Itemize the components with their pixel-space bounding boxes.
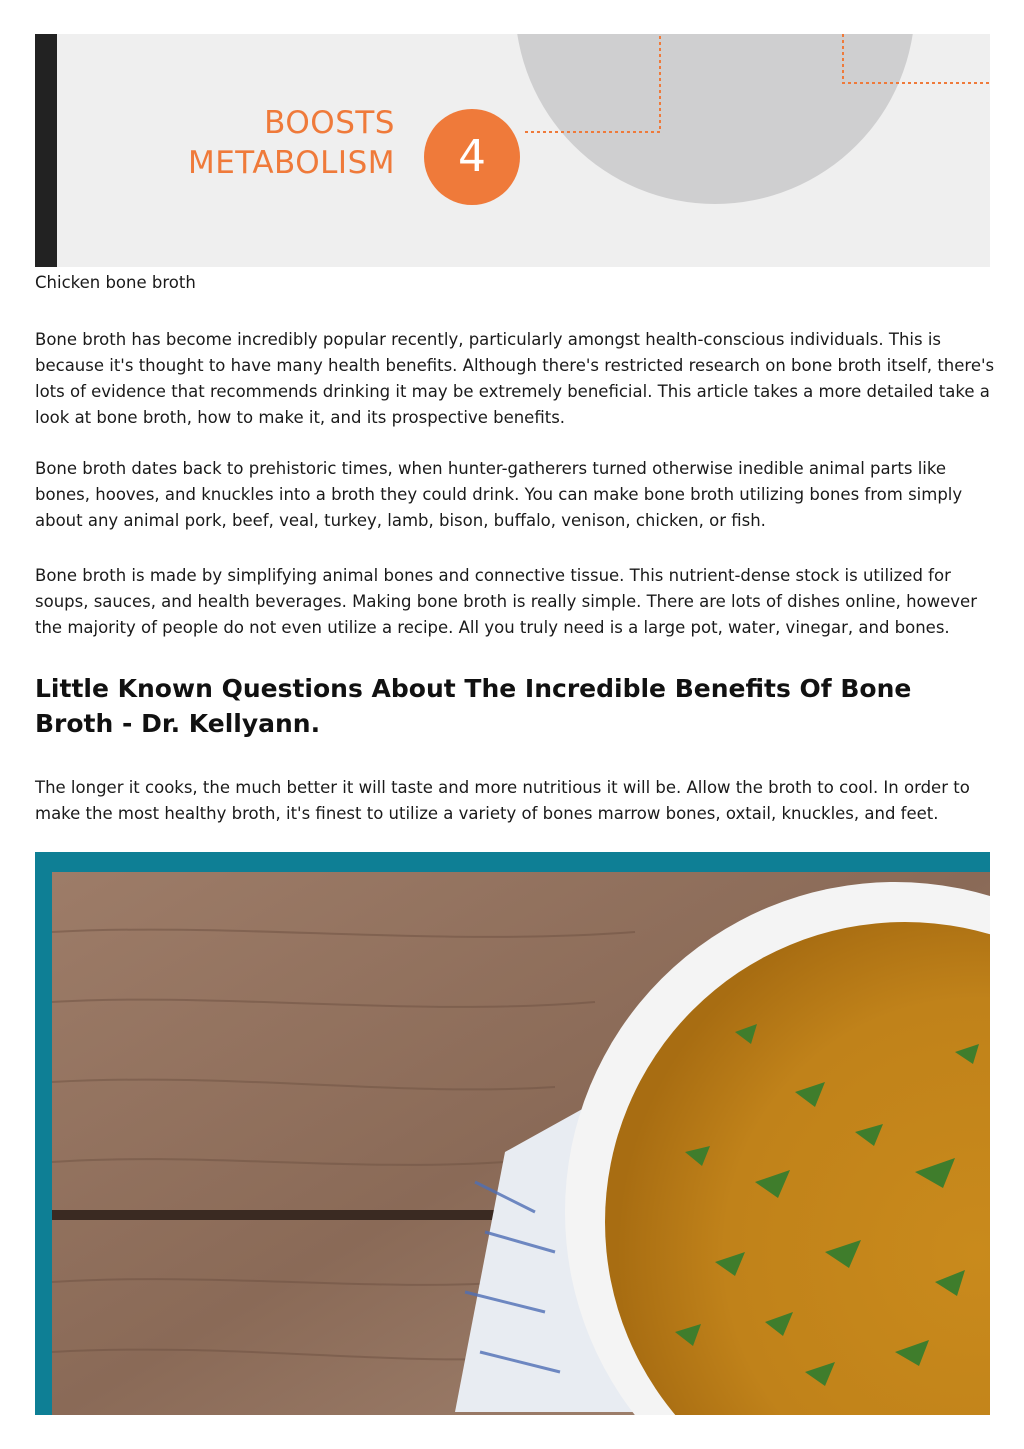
paragraph-1: Bone broth has become incredibly popular recently, particularly amongst health-conscious individuals. This is because it's thought to have many health benefits. Although there's restricted research on bone broth itself, there's lots of evidence that recommends drinking it may be extremely beneficial. This article takes a more detailed take a look at bone broth, how to make it, and its prospective benefits. <box>35 330 995 427</box>
section-heading: Little Known Questions About The Incredible Benefits Of Bone Broth - Dr. Kellyann. <box>35 674 912 738</box>
paragraph-3: Bone broth is made by simplifying animal bones and connective tissue. This nutrient-dense stock is utilized for soups, sauces, and health beverages. Making bone broth is really simple. There are lots of dishes online, however the majority of people do not even utilize a recipe. All you truly need is a large pot, water, vinegar, and bones. <box>35 566 977 637</box>
image-caption: Chicken bone broth <box>35 273 196 292</box>
infographic-label-line2: METABOLISM <box>187 145 395 181</box>
infographic-label-line1: BOOSTS <box>264 105 395 141</box>
infographic-dark-bar <box>35 34 57 267</box>
metabolism-infographic-image <box>35 34 990 267</box>
bone-broth-bowl-photo <box>35 852 990 1415</box>
infographic-label <box>157 103 395 183</box>
paragraph-2: Bone broth dates back to prehistoric times, when hunter-gatherers turned otherwise inedible animal parts like bones, hooves, and knuckles into a broth they could drink. You can make bone broth utilizing bones from simply about any animal pork, beef, veal, turkey, lamb, bison, buffalo, venison, chicken, or fish. <box>35 459 963 530</box>
paragraph-4: The longer it cooks, the much better it will taste and more nutritious it will be. Allow the broth to cool. In order to make the most healthy broth, it's finest to utilize a variety of bones marrow bones, oxtail, knuckles, and feet. <box>35 778 970 823</box>
infographic-number-badge: 4 <box>424 109 520 205</box>
broth-bowl-illustration <box>35 852 990 1415</box>
